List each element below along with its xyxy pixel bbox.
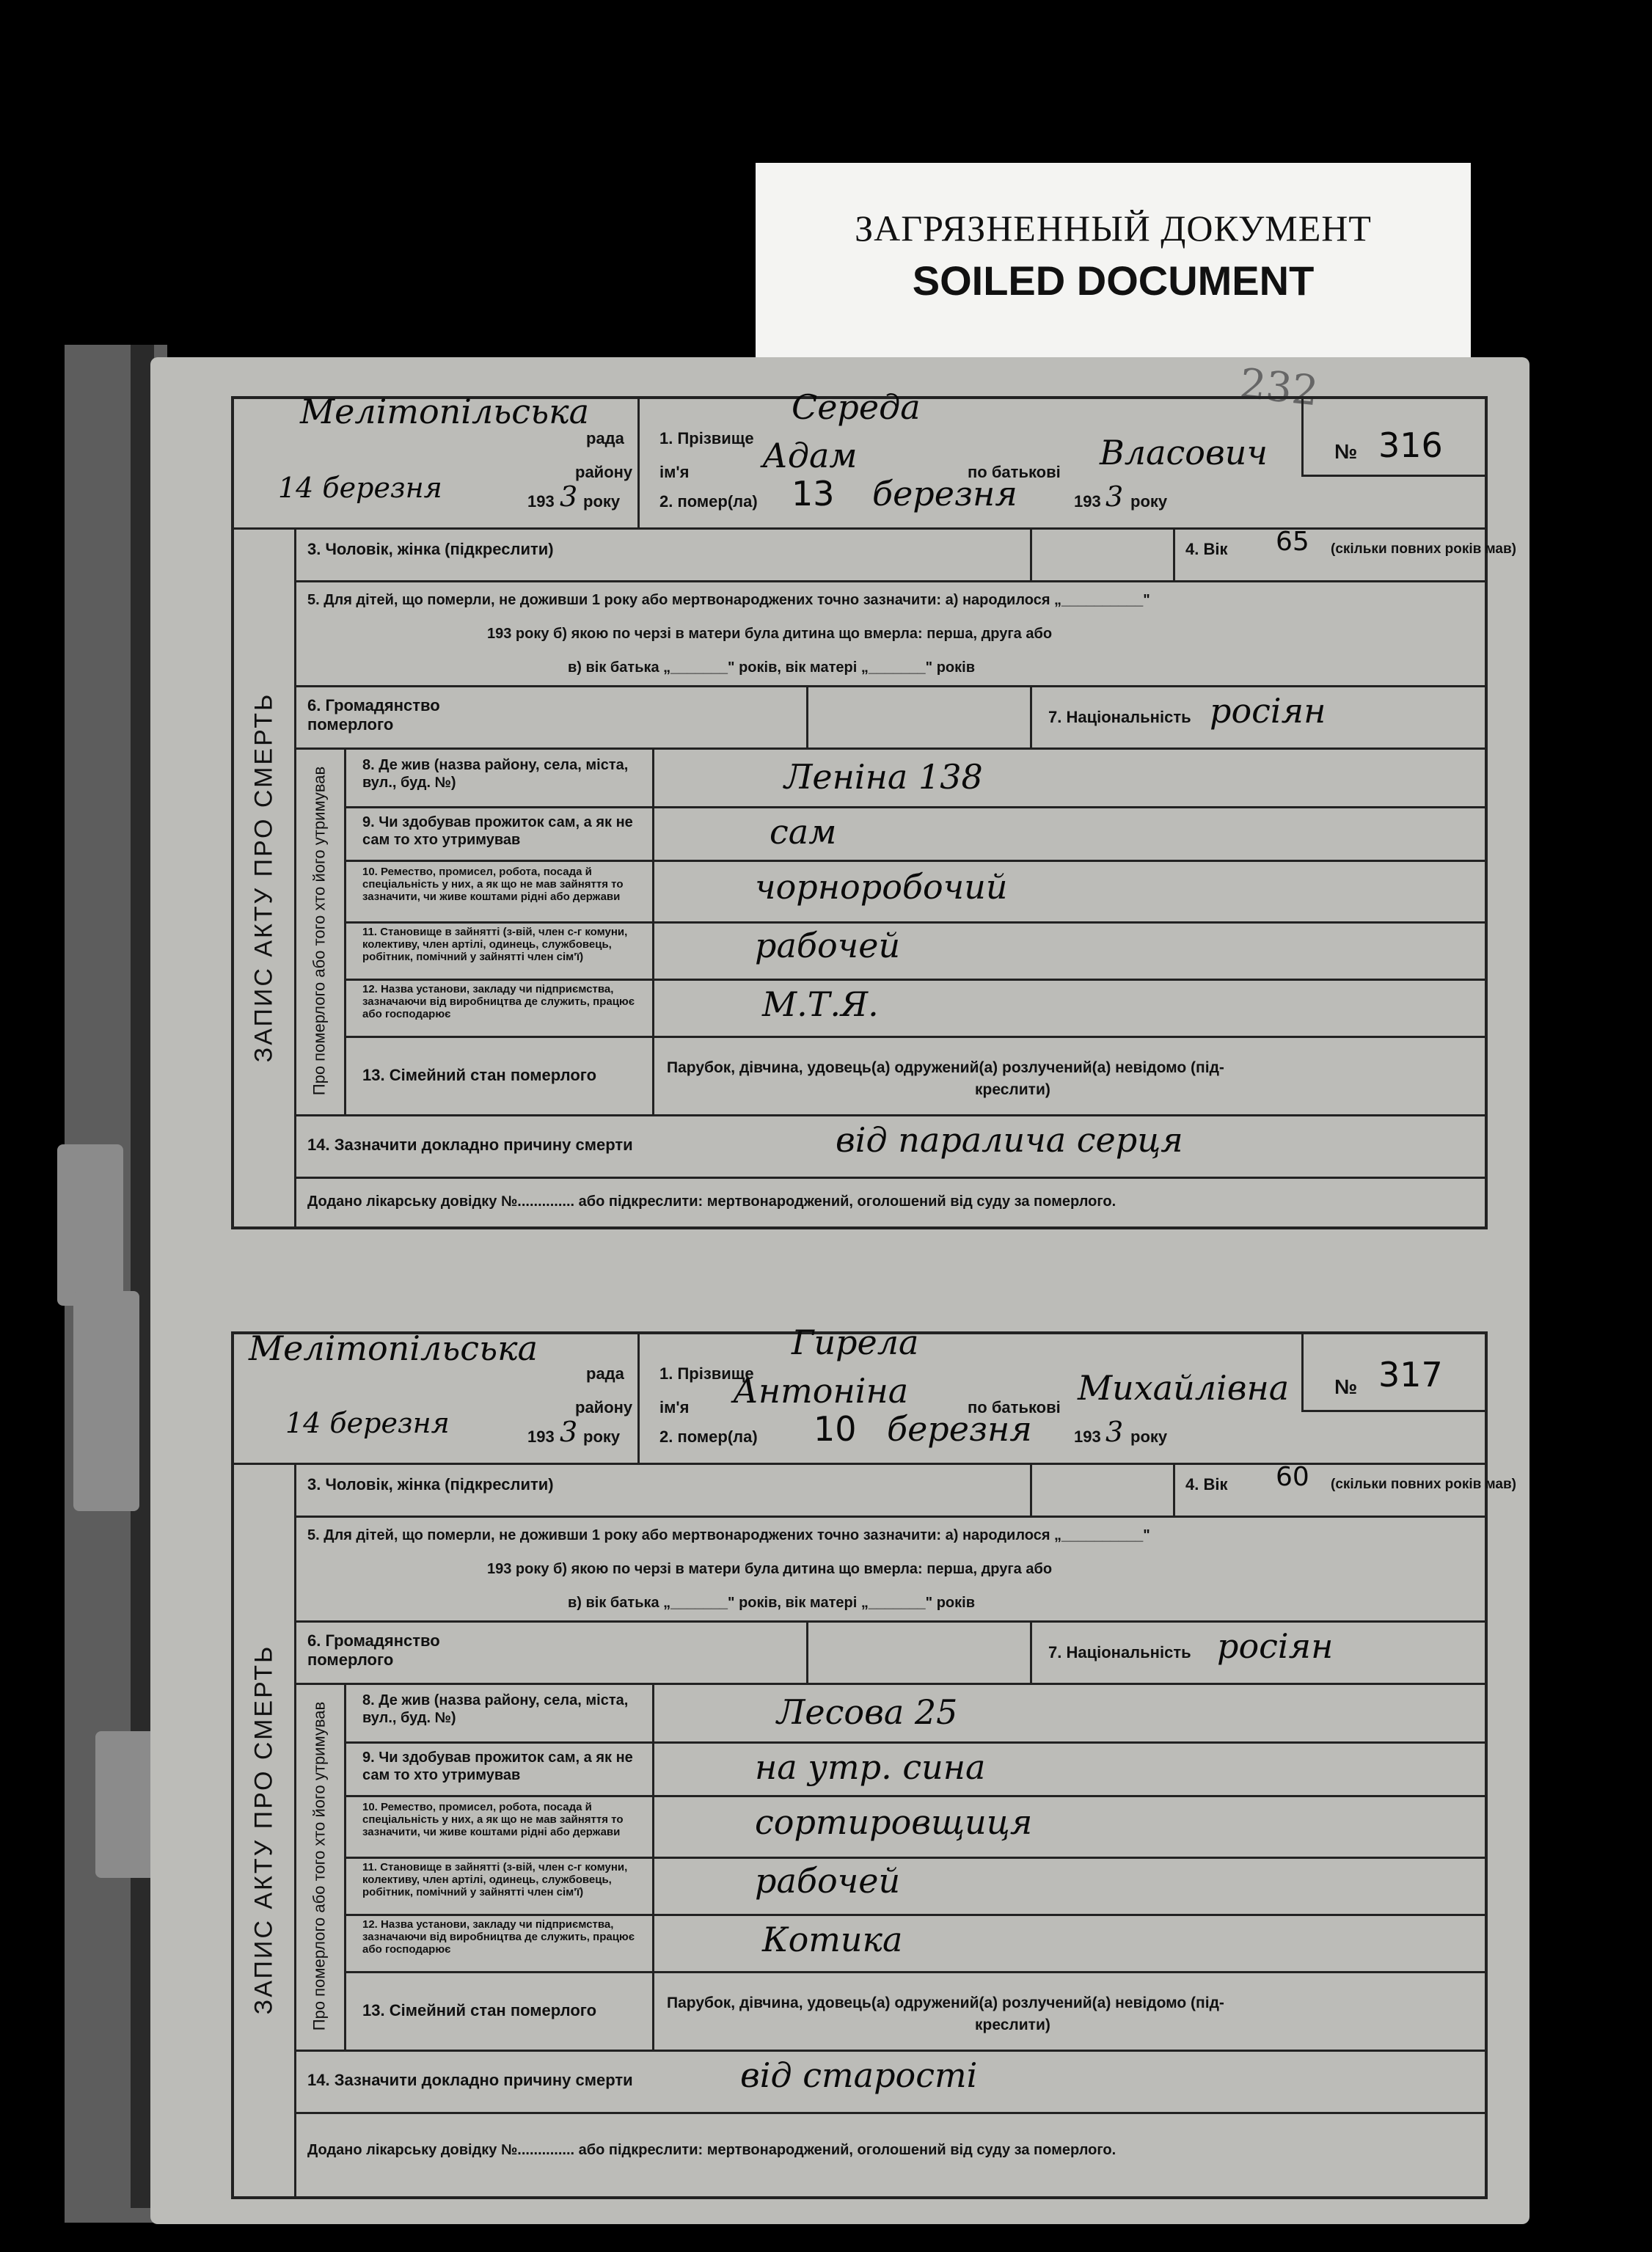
divider — [806, 685, 808, 747]
name-label: ім'я — [659, 1398, 690, 1416]
roku-label: року — [583, 1427, 621, 1446]
year-prefix: 193 — [527, 1427, 555, 1446]
divider — [1301, 1410, 1485, 1412]
divider — [344, 1971, 1485, 1973]
divider — [1030, 1620, 1032, 1683]
residence-value: Леніна 138 — [784, 757, 983, 797]
marital-label: 13. Сімейний стан померлого — [362, 2001, 597, 2019]
livelihood-value: сам — [770, 812, 837, 852]
position-label: 11. Становище в зайнятті (з-вій, член с-г комуни, колективу, член артілі, одинець, службовець, робітник, помічний у зайнятті член сім'ї) — [362, 1861, 628, 1898]
registration-year-digit: 3 — [560, 1416, 578, 1448]
divider — [1173, 527, 1175, 580]
side-title: ЗАПИС АКТУ ПРО СМЕРТЬ — [249, 1644, 278, 2015]
died-label: 2. помер(ла) — [659, 492, 758, 511]
marital-options-2: креслити) — [975, 1081, 1050, 1098]
surname-label: 1. Прізвище — [659, 1364, 754, 1383]
children-line-2: 193 року б) якою по черзі в матери була дитина що вмерла: перша, друга або — [487, 626, 1053, 642]
divider — [652, 1683, 654, 2050]
children-line-2: 193 року б) якою по черзі в матери була дитина що вмерла: перша, друга або — [487, 1561, 1053, 1577]
death-year-digit: 3 — [1105, 480, 1124, 513]
name-value: Антоніна — [733, 1371, 909, 1411]
surname-label: 1. Прізвище — [659, 429, 754, 447]
divider — [1301, 399, 1304, 475]
side-subtitle: Про померлого або того хто його утримував — [310, 766, 329, 1096]
roku-label: року — [583, 492, 621, 511]
divider — [344, 921, 1485, 924]
divider — [294, 1114, 1485, 1116]
divider — [1030, 1463, 1032, 1516]
divider — [294, 1516, 1485, 1518]
cause-value: від старості — [740, 2055, 978, 2095]
age-label: 4. Вік — [1185, 540, 1228, 558]
divider — [1301, 475, 1485, 477]
divider — [294, 747, 1485, 750]
binding-tab — [57, 1144, 123, 1306]
label-russian: ЗАГРЯЗНЕННЫЙ ДОКУМЕНТ — [855, 208, 1372, 249]
nationality-label: 7. Національність — [1048, 708, 1191, 726]
institution-value: М.Т.Я. — [762, 984, 879, 1024]
death-roku-label: року — [1130, 1427, 1168, 1446]
divider — [294, 685, 1485, 687]
footer-note: Додано лікарську довідку №.............. або підкреслити: мертвонароджений, оголошений від суду за померлого. — [307, 1193, 1116, 1210]
patronymic-value: Михайлівна — [1078, 1368, 1290, 1408]
registration-date: 14 березня — [285, 1407, 450, 1439]
divider — [344, 1036, 1485, 1038]
age-tail: (скільки повних років мав) — [1331, 541, 1517, 557]
death-month: березня — [872, 474, 1017, 513]
livelihood-label: 9. Чи здобував прожиток сам, а як не сам то хто утримував — [362, 814, 633, 848]
footer-note: Додано лікарську довідку №.............. або підкреслити: мертвонароджений, оголошений від суду за померлого. — [307, 2142, 1116, 2158]
soiled-document-label — [756, 163, 1471, 359]
divider — [1030, 527, 1032, 580]
divider — [294, 580, 1485, 582]
divider — [344, 860, 1485, 862]
sex-label: 3. Чоловік, жінка (підкреслити) — [307, 1475, 554, 1494]
divider — [294, 2050, 1485, 2052]
occupation-value: чорноробочий — [755, 867, 1008, 907]
number-sign: № — [1334, 1375, 1358, 1398]
patronymic-value: Власович — [1100, 433, 1268, 472]
nationality-value: росіян — [1217, 1626, 1334, 1666]
divider — [344, 1857, 1485, 1859]
divider — [344, 1795, 1485, 1797]
death-year-digit: 3 — [1105, 1416, 1124, 1448]
position-value: рабочей — [755, 926, 901, 965]
children-line-3: в) вік батька „_______" років, вік матері „_______" років — [568, 1595, 976, 1611]
patronymic-label: по батькові — [968, 1398, 1061, 1416]
residence-label: 8. Де жив (назва району, села, міста, вул., буд. №) — [362, 1692, 629, 1726]
age-tail: (скільки повних років мав) — [1331, 1477, 1517, 1492]
cause-label: 14. Зазначити докладно причину смерти — [307, 1136, 633, 1154]
age-label: 4. Вік — [1185, 1475, 1228, 1494]
label-english: SOILED DOCUMENT — [912, 257, 1315, 304]
side-title-band — [234, 527, 296, 1226]
patronymic-label: по батькові — [968, 463, 1061, 481]
occupation-value: сортировщиця — [755, 1802, 1033, 1842]
surname-value: Гирела — [792, 1323, 919, 1362]
record-number: 317 — [1378, 1355, 1443, 1394]
divider — [294, 1683, 1485, 1685]
marital-options: Парубок, дівчина, удовець(а) одружений(а) розлучений(а) невідомо (під- — [667, 1995, 1224, 2011]
institution-value: Котика — [762, 1920, 903, 1959]
citizenship-label: 6. Громадянство померлого — [307, 1631, 440, 1669]
nationality-label: 7. Національність — [1048, 1643, 1191, 1661]
sex-label: 3. Чоловік, жінка (підкреслити) — [307, 540, 554, 558]
children-line-1: 5. Для дітей, що померли, не доживши 1 року або мертвонароджених точно зазначити: а) народилося „__________" — [307, 592, 1150, 608]
divider — [806, 1620, 808, 1683]
divider — [1030, 685, 1032, 747]
binding-tab — [73, 1291, 139, 1511]
registration-date: 14 березня — [278, 472, 442, 504]
divider — [1173, 1463, 1175, 1516]
name-label: ім'я — [659, 463, 690, 481]
position-label: 11. Становище в зайнятті (з-вій, член с-г комуни, колективу, член артілі, одинець, службовець, робітник, помічний у зайнятті член сім'ї) — [362, 926, 628, 963]
death-roku-label: року — [1130, 492, 1168, 511]
nationality-value: росіян — [1210, 691, 1326, 731]
death-month: березня — [887, 1409, 1032, 1449]
council-name: Мелітопільська — [249, 1328, 538, 1368]
side-subtitle: Про померлого або того хто його утримував — [310, 1701, 329, 2031]
residence-value: Лесова 25 — [777, 1692, 958, 1732]
occupation-label: 10. Ремество, промисел, робота, посада й спеціальність у них, а як що не мав зайняття то зазначити, чи живе коштами рідні або держави — [362, 866, 624, 903]
council-name: Мелітопільська — [300, 392, 590, 431]
number-sign: № — [1334, 440, 1358, 463]
age-value: 60 — [1276, 1462, 1309, 1492]
death-year-prefix: 193 — [1074, 492, 1101, 511]
died-label: 2. помер(ла) — [659, 1427, 758, 1446]
death-record-form-2 — [231, 1323, 1517, 2199]
side-title: ЗАПИС АКТУ ПРО СМЕРТЬ — [249, 692, 278, 1062]
divider — [344, 1741, 1485, 1744]
institution-label: 12. Назва установи, закладу чи підприємства, зазначаючи від виробництва де служить, працює або господарює — [362, 1918, 635, 1956]
divider — [344, 979, 1485, 981]
registration-year-digit: 3 — [560, 480, 578, 513]
occupation-label: 10. Ремество, промисел, робота, посада й спеціальність у них, а як що не мав зайняття то зазначити, чи живе коштами рідні або держави — [362, 1801, 624, 1838]
side-subtitle-band — [294, 747, 346, 1114]
divider — [637, 1334, 640, 1463]
side-subtitle-band — [294, 1683, 346, 2050]
death-year-prefix: 193 — [1074, 1427, 1101, 1446]
divider — [1301, 1334, 1304, 1410]
cause-value: від паралича серця — [836, 1120, 1183, 1160]
marital-label: 13. Сімейний стан померлого — [362, 1066, 597, 1084]
marital-options-2: креслити) — [975, 2017, 1050, 2033]
death-day: 10 — [814, 1409, 857, 1449]
divider — [652, 747, 654, 1114]
livelihood-value: на утр. сина — [755, 1747, 986, 1787]
cause-label: 14. Зазначити докладно причину смерти — [307, 2071, 633, 2089]
rada-label: рада — [586, 429, 624, 447]
citizenship-label: 6. Громадянство померлого — [307, 696, 440, 734]
age-value: 65 — [1276, 527, 1309, 557]
divider — [344, 1914, 1485, 1916]
livelihood-label: 9. Чи здобував прожиток сам, а як не сам то хто утримував — [362, 1750, 633, 1783]
side-title-band — [234, 1463, 296, 2196]
rayonu-label: району — [575, 1398, 633, 1416]
divider — [294, 2112, 1485, 2114]
divider — [294, 1620, 1485, 1623]
institution-label: 12. Назва установи, закладу чи підприємства, зазначаючи від виробництва де служить, працює або господарює — [362, 983, 635, 1020]
marital-options: Парубок, дівчина, удовець(а) одружений(а) розлучений(а) невідомо (під- — [667, 1059, 1224, 1076]
rayonu-label: району — [575, 463, 633, 481]
death-day: 13 — [792, 474, 835, 513]
divider — [637, 399, 640, 527]
surname-value: Середа — [792, 387, 921, 427]
position-value: рабочей — [755, 1861, 901, 1901]
record-number: 316 — [1378, 425, 1443, 465]
rada-label: рада — [586, 1364, 624, 1383]
divider — [294, 1177, 1485, 1179]
sheet-number: 232 — [1237, 359, 1320, 416]
name-value: Адам — [762, 436, 858, 475]
divider — [344, 806, 1485, 808]
residence-label: 8. Де жив (назва району, села, міста, вул., буд. №) — [362, 757, 629, 791]
children-line-3: в) вік батька „_______" років, вік матері „_______" років — [568, 659, 976, 676]
year-prefix: 193 — [527, 492, 555, 511]
children-line-1: 5. Для дітей, що померли, не доживши 1 року або мертвонароджених точно зазначити: а) народилося „__________" — [307, 1527, 1150, 1543]
